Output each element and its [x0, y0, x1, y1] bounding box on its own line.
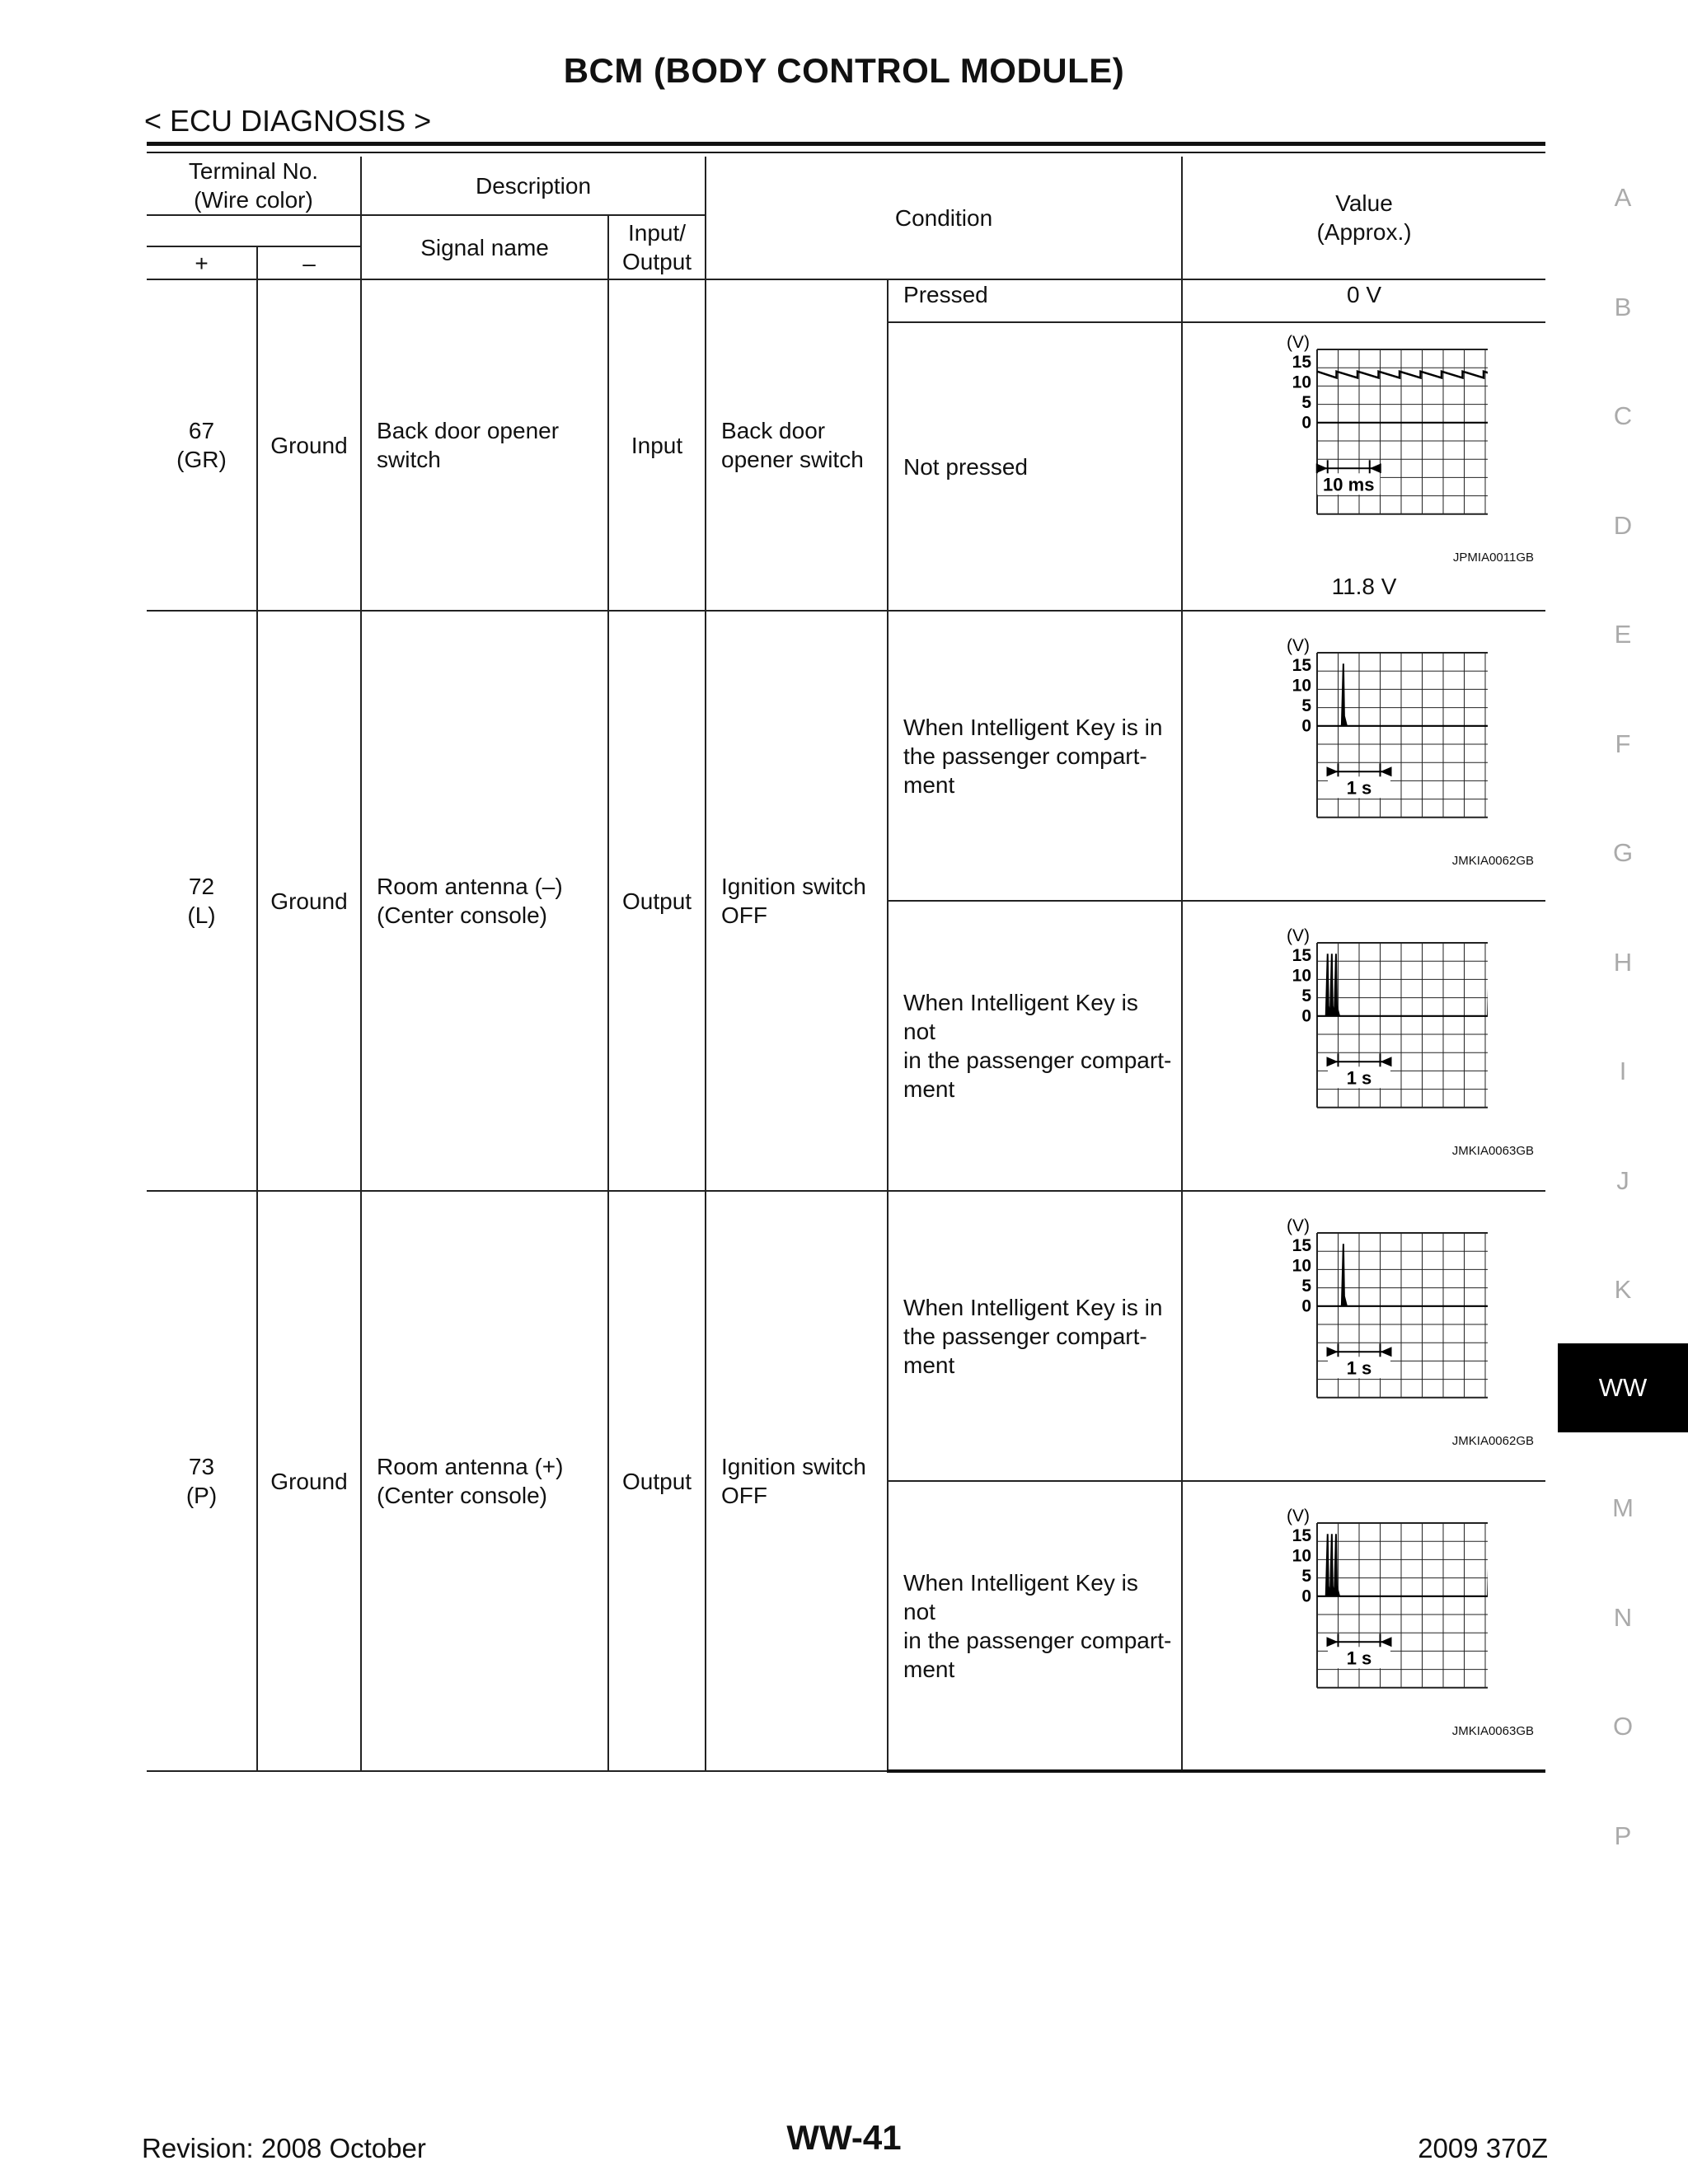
scope-y-tick: 0: [1301, 413, 1312, 432]
index-tab-k[interactable]: K: [1614, 1275, 1632, 1304]
index-tab-e[interactable]: E: [1614, 620, 1632, 649]
figure-id: JPMIA0011GB: [1452, 550, 1535, 565]
header-condition: Condition: [706, 157, 1182, 279]
scope-scale-arrow: [1327, 1637, 1339, 1647]
scope-waveform: [1317, 371, 1488, 377]
scope-unit-label: (V): [1287, 1216, 1311, 1235]
scope-scale-arrow: [1381, 1057, 1392, 1066]
scope-y-tick: 5: [1301, 987, 1312, 1005]
scope-y-tick: 0: [1301, 716, 1312, 736]
value-cell: [1182, 1191, 1545, 1481]
table-row: [147, 279, 1545, 322]
scope-unit-label: (V): [1287, 332, 1311, 352]
input-output: Input: [608, 279, 706, 611]
index-tab-b[interactable]: B: [1614, 292, 1632, 321]
index-tab-h[interactable]: H: [1613, 947, 1633, 977]
header-io: Input/ Output: [608, 215, 706, 279]
index-tab-j[interactable]: J: [1616, 1165, 1629, 1195]
value-cell: [1182, 1481, 1545, 1771]
scope-y-tick: 15: [1292, 946, 1312, 965]
index-tab-ww[interactable]: WW: [1558, 1343, 1688, 1432]
scope-y-tick: 10: [1292, 1546, 1312, 1565]
scope-scale-arrow: [1316, 463, 1328, 473]
index-tab-p[interactable]: P: [1614, 1821, 1632, 1850]
figure-id: JMKIA0062GB: [1451, 854, 1535, 868]
scope-y-tick: 0: [1301, 1296, 1312, 1316]
header-minus: –: [257, 246, 361, 279]
condition-main: Back door opener switch: [706, 279, 888, 611]
footer-page-number: WW-41: [786, 2118, 902, 2157]
scope-scale-arrow: [1327, 1347, 1339, 1357]
scope-y-tick: 10: [1292, 966, 1312, 986]
value-text: 0 V: [1347, 282, 1382, 307]
signal-name: Back door opener switch: [361, 279, 608, 611]
header-signal-name: Signal name: [361, 215, 608, 279]
scope-y-tick: 15: [1292, 1236, 1312, 1255]
oscilloscope-figure: [1240, 1507, 1488, 1717]
terminal-number: 67 (GR): [147, 279, 257, 611]
scope-scale-arrow: [1381, 766, 1392, 776]
input-output: Output: [608, 611, 706, 1191]
condition-detail: When Intelligent Key is in the passenger compart- ment: [888, 1191, 1182, 1481]
header-description: Description: [361, 157, 706, 215]
oscilloscope-figure: [1240, 1216, 1488, 1427]
scope-y-tick: 5: [1301, 1566, 1312, 1586]
title-rule: [147, 142, 1545, 146]
value-cell: [1182, 901, 1545, 1191]
terminal-minus: Ground: [257, 611, 361, 1191]
index-tab-g[interactable]: G: [1612, 838, 1634, 867]
scope-y-tick: 10: [1292, 1256, 1312, 1276]
scope-scale-label: 1 s: [1346, 1357, 1372, 1379]
figure-id: JMKIA0063GB: [1451, 1723, 1535, 1738]
oscilloscope-figure: [1240, 333, 1488, 543]
scope-pulse: [1342, 663, 1347, 725]
input-output: Output: [608, 1191, 706, 1771]
page-title: BCM (BODY CONTROL MODULE): [563, 51, 1125, 90]
scope-unit-label: (V): [1287, 636, 1311, 655]
scope-y-tick: 5: [1301, 696, 1312, 715]
terminal-number: 73 (P): [147, 1191, 257, 1771]
table-row: [147, 1191, 1545, 1481]
scope-y-tick: 0: [1301, 1586, 1312, 1605]
scope-y-tick: 10: [1292, 676, 1312, 696]
signal-name: Room antenna (–) (Center console): [361, 611, 608, 1191]
scope-pulse: [1342, 1244, 1347, 1305]
condition-detail: When Intelligent Key is in the passenger compart- ment: [888, 611, 1182, 901]
condition-detail: When Intelligent Key is not in the passenger compart- ment: [888, 1481, 1182, 1771]
scope-pulse: [1334, 1534, 1339, 1596]
header-terminal: Terminal No. (Wire color): [147, 157, 361, 215]
signal-name: Room antenna (+) (Center console): [361, 1191, 608, 1771]
footer-revision: Revision: 2008 October: [142, 2133, 426, 2163]
condition-detail: Pressed: [888, 279, 1182, 322]
oscilloscope-figure: [1240, 636, 1488, 846]
value-cell: [1182, 279, 1545, 322]
scope-y-tick: 15: [1292, 352, 1312, 372]
scope-scale-arrow: [1327, 1057, 1339, 1066]
condition-detail: Not pressed: [888, 322, 1182, 611]
scope-y-tick: 10: [1292, 373, 1312, 391]
scope-scale-label: 1 s: [1346, 1067, 1372, 1089]
figure-id: JMKIA0062GB: [1451, 1434, 1535, 1448]
index-tab-m[interactable]: M: [1612, 1493, 1634, 1522]
header-plus: +: [147, 246, 257, 279]
scope-y-tick: 15: [1292, 1526, 1312, 1545]
scope-pulse: [1334, 954, 1339, 1015]
terminal-minus: Ground: [257, 279, 361, 611]
index-tab-a[interactable]: A: [1614, 183, 1632, 212]
scope-scale-label: 10 ms: [1323, 473, 1375, 494]
footer-model: 2009 370Z: [1418, 2133, 1548, 2163]
table-row: [147, 611, 1545, 901]
terminal-minus: Ground: [257, 1191, 361, 1771]
value-text: 11.8 V: [1331, 573, 1397, 599]
value-cell: [1182, 322, 1545, 611]
scope-y-tick: 0: [1301, 1006, 1312, 1026]
scope-y-tick: 5: [1301, 392, 1312, 412]
index-tab-c[interactable]: C: [1613, 401, 1633, 430]
scope-scale-arrow: [1327, 766, 1339, 776]
terminal-number: 72 (L): [147, 611, 257, 1191]
condition-main: Ignition switch OFF: [706, 1191, 888, 1771]
value-cell: [1182, 611, 1545, 901]
scope-scale-arrow: [1370, 463, 1381, 473]
figure-id: JMKIA0063GB: [1451, 1144, 1535, 1158]
header-value: Value (Approx.): [1182, 157, 1545, 279]
oscilloscope-figure: [1240, 926, 1488, 1137]
header-terminal-spacer: [147, 215, 361, 246]
index-tab-d[interactable]: D: [1613, 510, 1633, 540]
scope-unit-label: (V): [1287, 1506, 1311, 1526]
terminal-table: [147, 157, 1545, 1773]
scope-scale-arrow: [1381, 1347, 1392, 1357]
scope-y-tick: 5: [1301, 1277, 1312, 1296]
index-tab-f[interactable]: F: [1615, 729, 1631, 758]
scope-y-tick: 15: [1292, 656, 1312, 675]
condition-main: Ignition switch OFF: [706, 611, 888, 1191]
scope-scale-label: 1 s: [1346, 777, 1372, 799]
scope-scale-label: 1 s: [1346, 1647, 1372, 1668]
scope-scale-arrow: [1381, 1637, 1392, 1647]
condition-detail: When Intelligent Key is not in the passenger compart- ment: [888, 901, 1182, 1191]
index-tab-o[interactable]: O: [1612, 1712, 1634, 1741]
index-tab-i[interactable]: I: [1619, 1057, 1627, 1085]
scope-unit-label: (V): [1287, 926, 1311, 945]
index-tab-n[interactable]: N: [1613, 1602, 1633, 1632]
section-title: < ECU DIAGNOSIS >: [144, 104, 432, 138]
title-rule-thin: [147, 152, 1545, 153]
